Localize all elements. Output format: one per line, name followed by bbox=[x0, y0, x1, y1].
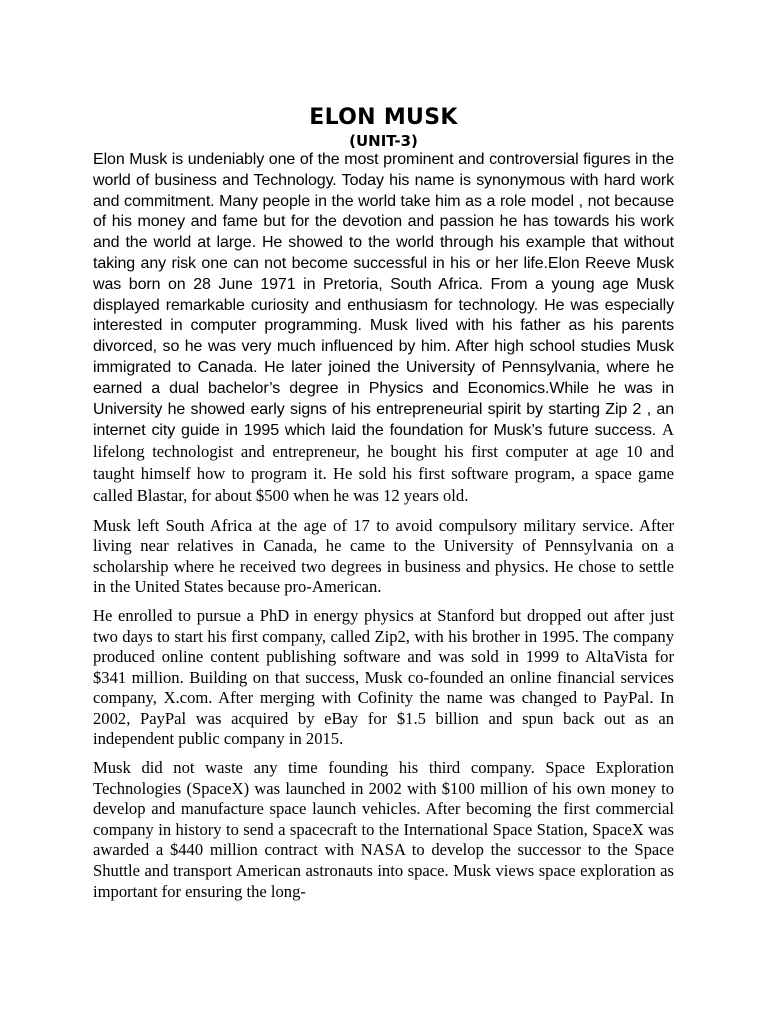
paragraph-intro: Elon Musk is undeniably one of the most prominent and controversial figures in the world of business and Technology. Today his name is synonymous with hard work and commitment. Many people in the world take him as a role model , not because of his money and fame but for the devotion and passion he has towards his work and the world at large. He showed to the world through his example that without taking any risk one can not become successful in his or her life.Elon Reeve Musk was born on 28 June 1971 in Pretoria, South Africa. From a young age Musk displayed remarkable curiosity and enthusiasm for technology. He was especially interested in computer programming. Musk lived with his father as his parents divorced, so he was very much influenced by him. After high school studies Musk immigrated to Canada. He later joined the University of Pennsylvania, where he earned a dual bachelor’s degree in Physics and Economics.While he was in University he showed early signs of his entrepreneurial spirit by starting Zip 2 , an internet city guide in 1995 which laid the foundation for Musk’s future success. bbox=[93, 151, 674, 440]
paragraph-spacex: Musk did not waste any time founding his third company. Space Exploration Technologies (SpaceX) was launched in 2002 with $100 million of his own money to develop and manufacture space launch vehicles. After becoming the first commercial company in history to send a spacecraft to the International Space Station, SpaceX was awarded a $440 million contract with NASA to develop the successor to the Space Shuttle and transport American astronauts into space. Musk views space exploration as important for ensuring the long- bbox=[93, 758, 674, 901]
intro-block bbox=[93, 150, 674, 508]
paragraph-south-africa: Musk left South Africa at the age of 17 to avoid compulsory military service. After living near relatives in Canada, he came to the University of Pennsylvania on a scholarship where he received two degrees in business and physics. He chose to settle in the United States because pro-American. bbox=[93, 515, 674, 597]
document-title: ELON MUSK bbox=[309, 105, 458, 130]
paragraph-lifelong: A lifelong technologist and entrepreneur, he bought his first computer at age 10 and taught himself how to program it. He sold his first software program, a space game called Blastar, for about $500 when he was 12 years old. bbox=[93, 420, 674, 505]
document-page bbox=[93, 104, 674, 902]
paragraph-stanford: He enrolled to pursue a PhD in energy physics at Stanford but dropped out after just two days to start his first company, called Zip2, with his brother in 1995. The company produced online content publishing software and was sold in 1999 to AltaVista for $341 million. Building on that success, Musk co-founded an online financial services company, X.com. After merging with Cofinity the name was changed to PayPal. In 2002, PayPal was acquired by eBay for $1.5 billion and spun back out as an independent public company in 2015. bbox=[93, 605, 674, 749]
document-subtitle: (UNIT-3) bbox=[349, 132, 418, 150]
